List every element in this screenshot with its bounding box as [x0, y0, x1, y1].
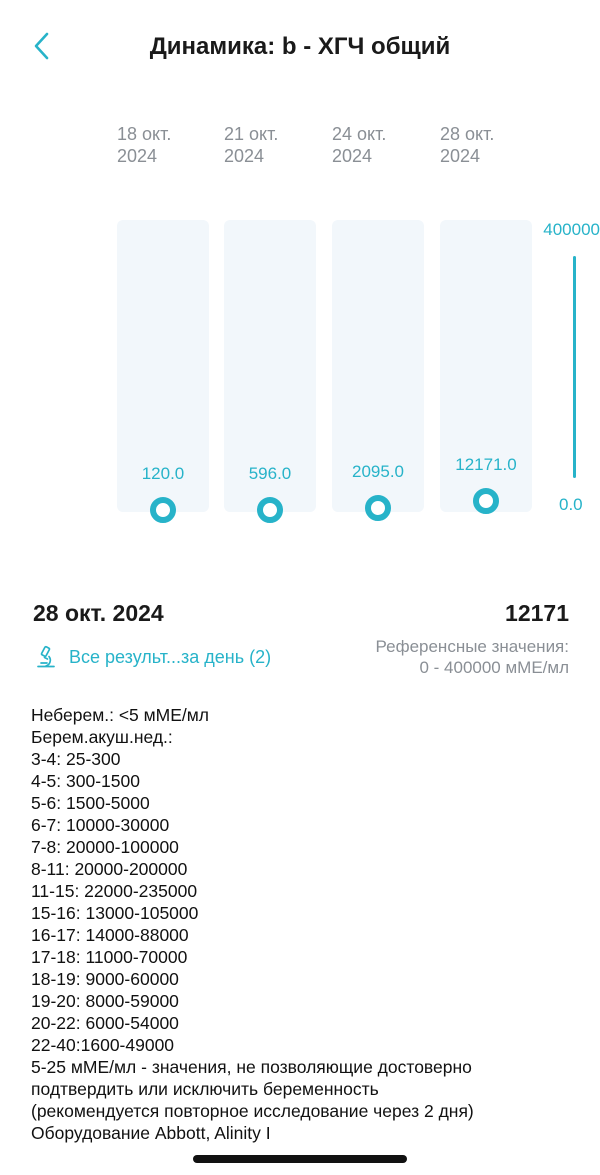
data-value-label: 596.0	[248, 463, 292, 483]
data-point[interactable]	[150, 497, 176, 523]
data-value-label: 2095.0	[352, 462, 404, 482]
note-line: 5-25 мМЕ/мл - значения, не позволяющие достоверно	[31, 1057, 472, 1077]
column-date-label	[332, 123, 432, 167]
note-line: подтвердить или исключить беременность	[31, 1079, 379, 1099]
date-day-month: 24 окт.	[332, 124, 387, 144]
reference-label: Референсные значения:	[375, 637, 569, 656]
date-year: 2024	[440, 146, 481, 166]
note-line: 20-22: 6000-54000	[31, 1013, 179, 1033]
y-axis-scale-line	[573, 256, 576, 478]
column-date-label	[224, 123, 324, 167]
data-point[interactable]	[365, 495, 391, 521]
data-point[interactable]	[473, 488, 499, 514]
note-line: 7-8: 20000-100000	[31, 837, 179, 857]
selected-date: 28 окт. 2024	[33, 600, 164, 626]
note-line: 8-11: 20000-200000	[31, 859, 188, 879]
note-line: 4-5: 300-1500	[31, 771, 140, 791]
dynamics-chart	[0, 100, 600, 540]
home-indicator[interactable]	[193, 1155, 407, 1163]
header	[0, 0, 600, 95]
y-axis-min-label: 0.0	[559, 495, 583, 514]
date-day-month: 28 окт.	[440, 124, 495, 144]
note-line: 19-20: 8000-59000	[31, 991, 179, 1011]
note-line: 15-16: 13000-105000	[31, 903, 199, 923]
selected-value: 12171	[505, 600, 569, 626]
note-line: 22-40:1600-49000	[31, 1035, 175, 1055]
reference-notes	[31, 704, 571, 1144]
note-line: 5-6: 1500-5000	[31, 793, 150, 813]
column-date-label	[117, 123, 217, 167]
note-line: 3-4: 25-300	[31, 749, 121, 769]
note-line: 18-19: 9000-60000	[31, 969, 179, 989]
column-date-label	[440, 123, 540, 167]
note-line: Неберем.: <5 мМЕ/мл	[31, 705, 210, 725]
date-year: 2024	[117, 146, 158, 166]
data-point[interactable]	[257, 497, 283, 523]
reference-value: 0 - 400000 мМЕ/мл	[419, 658, 569, 677]
microscope-icon	[35, 645, 57, 669]
note-line: Берем.акуш.нед.:	[31, 727, 173, 747]
note-line: 17-18: 11000-70000	[31, 947, 188, 967]
note-line: Оборудование Abbott, Alinity I	[31, 1123, 271, 1143]
date-year: 2024	[224, 146, 265, 166]
all-results-link[interactable]	[35, 644, 271, 670]
note-line: 11-15: 22000-235000	[31, 881, 198, 901]
y-axis-max-label: 400000	[543, 220, 600, 239]
note-line: (рекомендуется повторное исследование через 2 дня)	[31, 1101, 474, 1121]
all-results-label: Все результ...за день (2)	[69, 646, 272, 667]
page-title: Динамика: b - ХГЧ общий	[149, 33, 451, 60]
data-value-label: 120.0	[141, 463, 185, 483]
date-day-month: 18 окт.	[117, 124, 172, 144]
data-value-label: 12171.0	[455, 455, 517, 475]
note-line: 6-7: 10000-30000	[31, 815, 170, 835]
date-year: 2024	[332, 146, 373, 166]
date-day-month: 21 окт.	[224, 124, 279, 144]
note-line: 16-17: 14000-88000	[31, 925, 189, 945]
